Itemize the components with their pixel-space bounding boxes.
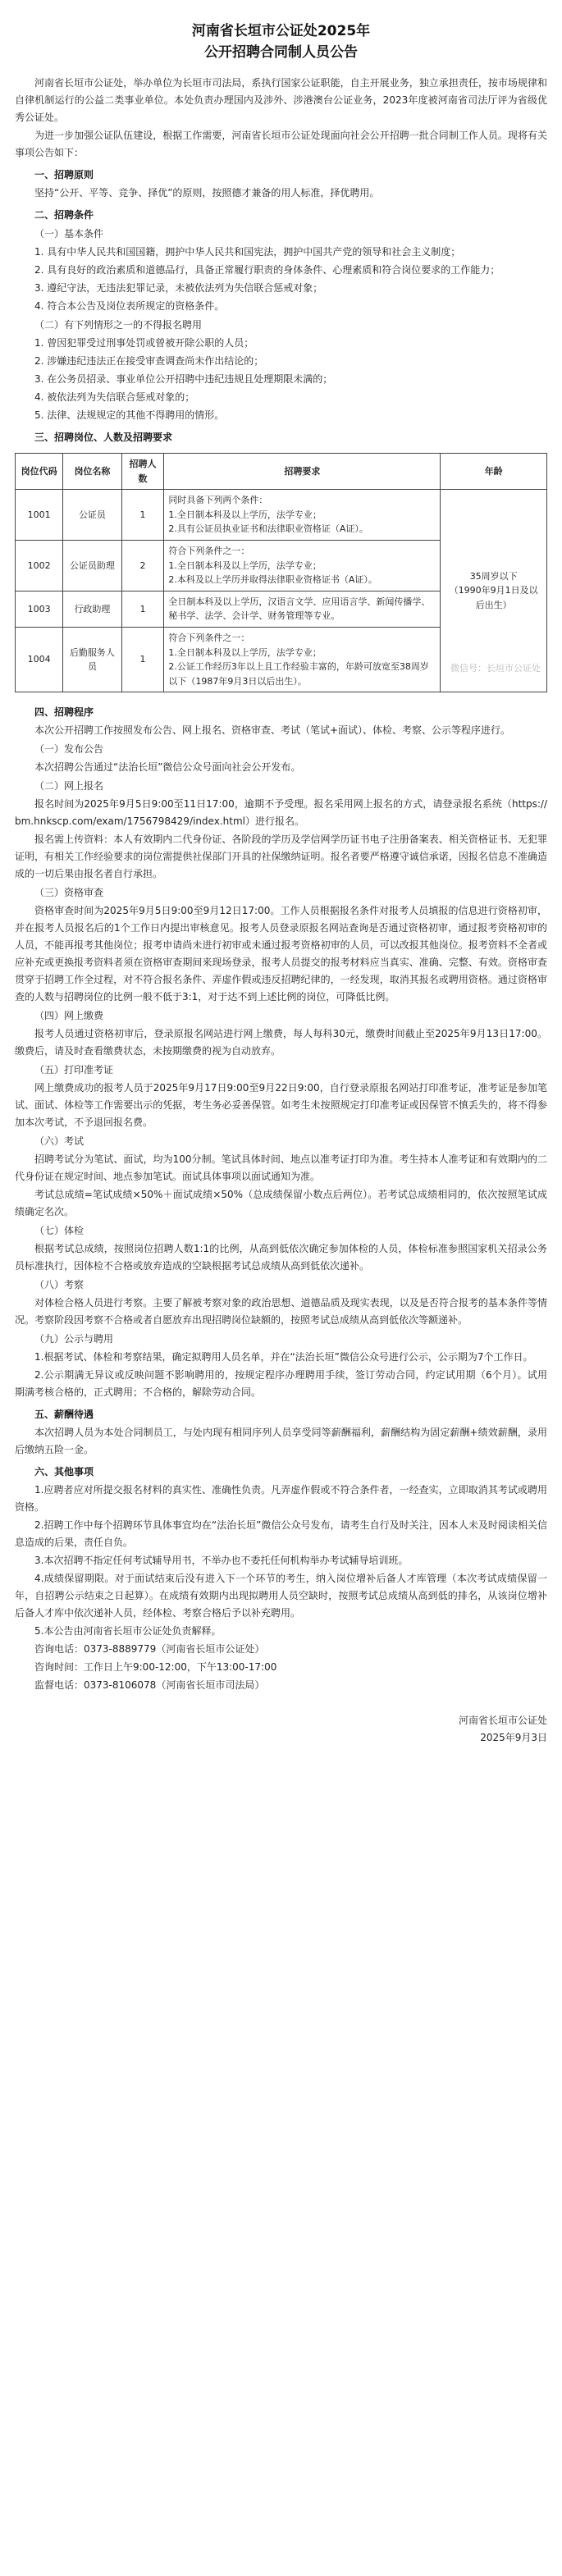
subheading-payment: （四）网上缴费: [34, 1010, 104, 1022]
subheading-publicity-hiring: （九）公示与聘用: [34, 1333, 114, 1345]
subheading-admission-ticket: （五）打印准考证: [34, 1064, 114, 1076]
subheading-publish: （一）发布公告: [34, 743, 104, 756]
other-item: 2.招聘工作中每个招聘环节具体事宜均在“法治长垣”微信公众号发布，请考生自行及时关注，因本人未及时阅读相关信息造成的后果，责任自负。: [15, 1519, 547, 1549]
age-limit: 35周岁以下: [469, 570, 518, 582]
hiring-text: 2.公示期满无异议或反映问题不影响聘用的，按规定程序办理聘用手续，签订劳动合同，约定试用期（6个月）。试用期满考核合格的，正式聘用；不合格的，解除劳动合同。: [15, 1369, 547, 1399]
requirement-line: 2.公证工作经历3年以上且工作经验丰富的，年龄可放宽至38周岁以下（1987年9月3日以后出生）。: [168, 661, 429, 687]
sign-date: 2025年9月3日: [480, 1731, 547, 1743]
table-header-row: [16, 454, 547, 490]
requirement-line: 全日制本科及以上学历，汉语言文学、应用语言学、新闻传播学、秘书学、法学、会计学、财务管理等专业。: [168, 596, 431, 622]
cell-count: 2: [121, 540, 164, 591]
requirement-line: 同时具备下列两个条件：: [168, 495, 268, 506]
exclusion-item: 5. 法律、法规规定的其他不得聘用的情形。: [34, 409, 225, 421]
title-line-2: 公开招聘合同制人员公告: [204, 43, 358, 61]
header-requirements: 招聘要求: [164, 454, 441, 490]
cell-requirements: [164, 540, 441, 591]
registration-materials-text: 报名需上传资料：本人有效期内二代身份证、各阶段的学历及学信网学历证书电子注册备案表、相关资格证书、无犯罪证明，有相关工作经验要求的岗位需提供社保部门开具的社保缴纳证明。报名者要严格遵守诚信承诺，因报名信息不准确造成的一切后果由报名者自行承担。: [15, 834, 547, 880]
qualification-review-text: 资格审查时间为2025年9月5日9:00至9月12日17:00。工作人员根据报名条件对报考人员填报的信息进行资格初审，并在报考人员报名后的1个工作日内提出审核意见。报考人员登录原报名网站查询是否通过资格初审，通过报考资格初审的人员，不能再报考其他岗位；报考申请尚未进行初审或未通过报考资格初审的人员，可以改报其他岗位。报考资料不全者或应补充或更换报考资料者须在资格审查期间来现场登录，报考人员提交的报考材料应当真实、准确、完整、有效。资格审查贯穿于招聘工作全过程，对不符合报名条件、弄虚作假或违反招聘纪律的，一经发现，取消其报名或聘用资格。通过资格审查的人数与招聘岗位的比例一般不低于3:1，对于达不到上述比例的岗位，可降低比例。: [15, 905, 547, 1003]
section-heading-positions: 三、招聘岗位、人数及招聘要求: [34, 432, 173, 443]
cell-count: 1: [121, 490, 164, 541]
condition-item: 4. 符合本公告及岗位表所规定的资格条件。: [34, 300, 225, 312]
other-item: 3.本次招聘不指定任何考试辅导用书，不举办也不委托任何机构举办考试辅导培训班。: [34, 1555, 409, 1567]
contact-line: 咨询电话：0373-8889779（河南省长垣市公证处）: [34, 1643, 265, 1656]
header-count: 招聘人数: [121, 454, 164, 490]
cell-code: 1003: [16, 591, 63, 627]
requirement-line: 2.具有公证员执业证书和法律职业资格证（A证）。: [168, 523, 368, 535]
positions-table: [15, 453, 547, 692]
cell-name: 行政助理: [63, 591, 121, 627]
publicity-text: 1.根据考试、体检和考察结果，确定拟聘用人员名单，并在“法治长垣”微信公众号进行公示，公示期为7个工作日。: [34, 1351, 533, 1363]
other-item: 1.应聘者应对所提交报名材料的真实性、准确性负责。凡弄虚作假或不符合条件者，一经查实，立即取消其考试或聘用资格。: [15, 1484, 547, 1514]
requirement-line: 2.本科及以上学历并取得法律职业资格证书（A证）。: [168, 574, 377, 586]
title-line-1: 河南省长垣市公证处2025年: [191, 23, 371, 39]
exclusion-item: 4. 被依法列为失信联合惩戒对象的；: [34, 391, 195, 403]
cell-count: 1: [121, 591, 164, 627]
section-heading-procedure: 四、招聘程序: [34, 706, 94, 719]
physical-exam-text: 根据考试总成绩，按照岗位招聘人数1:1的比例，从高到低依次确定参加体检的人员，体检标准参照国家机关招录公务员标准执行，因体检不合格或放弃造成的空缺根据考试总成绩从高到低依次递补。: [15, 1243, 547, 1272]
condition-item: 1. 具有中华人民共和国国籍，拥护中华人民共和国宪法，拥护中国共产党的领导和社会主义制度；: [34, 246, 461, 258]
exam-text: 招聘考试分为笔试、面试，均为100分制。笔试具体时间、地点以准考证打印为准。考生持本人准考证和有效期内的二代身份证在规定时间、地点参加笔试。面试具体事项以面试通知为准。: [15, 1153, 547, 1183]
age-birthdate: （1990年9月1日及以后出生）: [449, 585, 538, 611]
section-heading-principle: 一、招聘原则: [34, 169, 94, 180]
intro-paragraph: 河南省长垣市公证处，举办单位为长垣市司法局，系执行国家公证职能，自主开展业务，独立承担责任，按市场规律和自律机制运行的公益二类事业单位。本处负责办理国内及涉外、涉港澳台公证业务，2023年度被河南省司法厅评为省级优秀公证处。: [15, 77, 547, 123]
signature-block: [15, 1712, 547, 1746]
contact-line: 监督电话：0373-8106078（河南省长垣市司法局）: [34, 1679, 265, 1692]
section-heading-other: 六、其他事项: [34, 1466, 94, 1478]
principle-text: 坚持“公开、平等、竞争、择优”的原则，按照德才兼备的用人标准，择优聘用。: [34, 187, 380, 199]
subheading-qualification-review: （三）资格审查: [34, 887, 104, 899]
subheading-registration: （二）网上报名: [34, 780, 104, 792]
section-heading-salary: 五、薪酬待遇: [34, 1409, 94, 1421]
cell-requirements: [164, 591, 441, 627]
cell-code: 1002: [16, 540, 63, 591]
requirement-line: 1.全日制本科及以上学历，法学专业；: [168, 509, 322, 520]
other-item: 4.成绩保留期限。对于面试结束后没有进入下一个环节的考生，纳入岗位增补后备人才库管理（本次考试成绩保留一年，自招聘公示结束之日起算）。在成绩有效期内出现拟聘用人员空缺时，按照考试总成绩从高到低的排名，从该岗位增补后备人才库中依次递补人员，经体检、考察合格后予以补充聘用。: [15, 1573, 547, 1619]
subheading-physical-exam: （七）体检: [34, 1225, 85, 1237]
registration-text: 报名时间为2025年9月5日9:00至11日17:00，逾期不予受理。报名采用网上报名的方式，请登录报名系统（https://bm.hnkscp.com/exam/1756798429/index.html）进行报名。: [15, 798, 547, 828]
requirement-line: 符合下列条件之一：: [168, 632, 250, 643]
header-age: 年龄: [441, 454, 547, 490]
condition-item: 3. 遵纪守法，无违法犯罪记录，未被依法列为失信联合惩戒对象；: [34, 282, 323, 294]
section-heading-conditions: 二、招聘条件: [34, 209, 94, 221]
cell-count: 1: [121, 627, 164, 692]
subheading-basic-conditions: （一）基本条件: [34, 228, 104, 240]
header-code: 岗位代码: [16, 454, 63, 490]
subheading-inspection: （八）考察: [34, 1279, 85, 1291]
header-name: 岗位名称: [63, 454, 121, 490]
wechat-watermark: 微信号：长垣市公证处: [450, 663, 541, 674]
condition-item: 2. 具有良好的政治素质和道德品行，具备正常履行职责的身体条件、心理素质和符合岗位要求的工作能力；: [34, 264, 500, 276]
positions-table-wrapper: [15, 453, 547, 692]
other-item: 5.本公告由河南省长垣市公证处负责解释。: [34, 1625, 222, 1637]
exclusion-item: 3. 在公务员招录、事业单位公开招聘中违纪违规且处理期限未满的；: [34, 373, 333, 385]
subheading-exclusions: （二）有下列情形之一的不得报名聘用: [34, 319, 203, 331]
intro-paragraph: 为进一步加强公证队伍建设，根据工作需要，河南省长垣市公证处现面向社会公开招聘一批合同制工作人员。现将有关事项公告如下：: [15, 130, 547, 158]
cell-name: 公证员助理: [63, 540, 121, 591]
document-title: [15, 21, 547, 63]
cell-requirements: [164, 627, 441, 692]
inspection-text: 对体检合格人员进行考察。主要了解被考察对象的政治思想、道德品质及现实表现，以及是否符合报考的基本条件等情况。考察阶段因考察不合格或者自愿放弃出现招聘岗位缺额的，按照考试总成绩从高到低依次等额递补。: [15, 1297, 547, 1327]
table-row: [16, 490, 547, 541]
requirement-line: 1.全日制本科及以上学历，法学专业；: [168, 560, 322, 571]
contact-line: 咨询时间：工作日上午9:00-12:00，下午13:00-17:00: [34, 1661, 277, 1674]
payment-text: 报考人员通过资格初审后，登录原报名网站进行网上缴费，每人每科30元，缴费时间截止至2025年9月13日17:00。缴费后，请及时查看缴费状态，未按期缴费的视为自动放弃。: [15, 1028, 547, 1057]
publish-text: 本次招聘公告通过“法治长垣”微信公众号面向社会公开发布。: [34, 761, 301, 774]
requirement-line: 1.全日制本科及以上学历，法学专业；: [168, 646, 322, 658]
exclusion-item: 2. 涉嫌违纪违法正在接受审查调查尚未作出结论的；: [34, 355, 264, 367]
requirement-line: 符合下列条件之一：: [168, 545, 250, 556]
cell-name: 后勤服务人员: [63, 627, 121, 692]
exclusion-item: 1. 曾因犯罪受过刑事处罚或曾被开除公职的人员；: [34, 337, 254, 349]
cell-code: 1001: [16, 490, 63, 541]
admission-ticket-text: 网上缴费成功的报考人员于2025年9月17日9:00至9月22日9:00，自行登录原报名网站打印准考证，准考证是参加笔试、面试、体检等工作需要出示的凭据，考生务必妥善保管。如考生未按照规定打印准考证或因保管不慎丢失的，将不得参加本次考试，不予退回报名费。: [15, 1082, 547, 1129]
cell-requirements: [164, 490, 441, 541]
salary-text: 本次招聘人员为本处合同制员工，与处内现有相同序列人员享受同等薪酬福利，薪酬结构为固定薪酬+绩效薪酬，录用后缴纳五险一金。: [15, 1427, 547, 1456]
exam-score-text: 考试总成绩=笔试成绩×50%＋面试成绩×50%（总成绩保留小数点后两位）。若考试总成绩相同的，依次按照笔试成绩确定名次。: [15, 1189, 547, 1218]
procedure-intro: 本次公开招聘工作按照发布公告、网上报名、资格审查、考试（笔试+面试）、体检、考察、公示等程序进行。: [34, 724, 511, 737]
sign-organization: 河南省长垣市公证处: [458, 1715, 547, 1727]
subheading-exam: （六）考试: [34, 1135, 85, 1148]
cell-name: 公证员: [63, 490, 121, 541]
cell-code: 1004: [16, 627, 63, 692]
